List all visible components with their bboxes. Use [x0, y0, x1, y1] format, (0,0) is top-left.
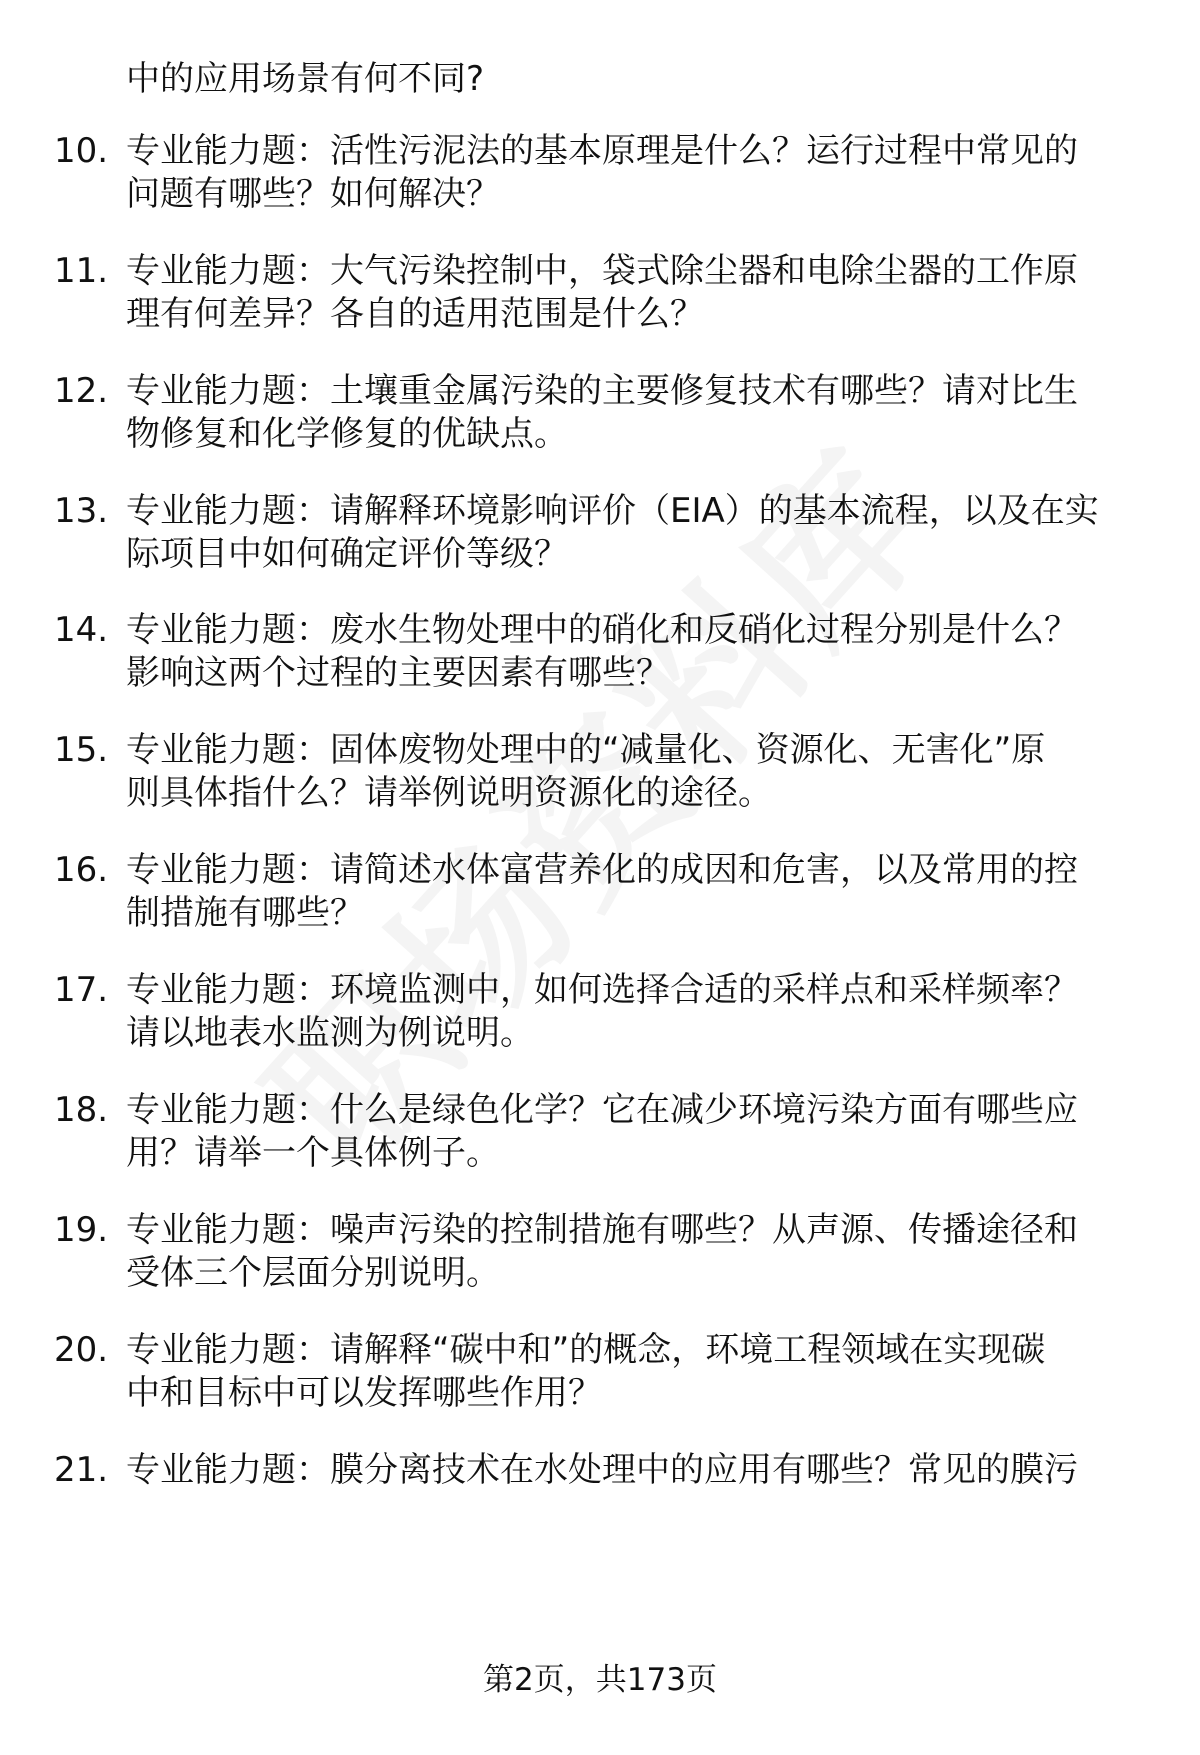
- question-number: 11.: [54, 251, 109, 291]
- question-text: 请以地表水监测为例说明。: [126, 1013, 534, 1053]
- question-text: 专业能力题：环境监测中，如何选择合适的采样点和采样频率？: [126, 970, 1078, 1010]
- question-text: 际项目中如何确定评价等级？: [126, 534, 568, 574]
- question-text: 专业能力题：请解释“碳中和”的概念，环境工程领域在实现碳: [126, 1330, 1046, 1370]
- question-text: 专业能力题：请解释环境影响评价（EIA）的基本流程，以及在实: [126, 491, 1099, 531]
- question-number: 18.: [54, 1090, 109, 1130]
- question-text: 专业能力题：请简述水体富营养化的成因和危害，以及常用的控: [126, 850, 1078, 890]
- question-text: 专业能力题：活性污泥法的基本原理是什么？运行过程中常见的: [126, 131, 1078, 171]
- question-text: 则具体指什么？请举例说明资源化的途径。: [126, 773, 772, 813]
- question-text: 专业能力题：噪声污染的控制措施有哪些？从声源、传播途径和: [126, 1210, 1078, 1250]
- page-footer: 第2页，共173页: [483, 1662, 717, 1698]
- question-text: 制措施有哪些？: [126, 893, 364, 933]
- question-text: 专业能力题：膜分离技术在水处理中的应用有哪些？常见的膜污: [126, 1450, 1078, 1490]
- question-number: 16.: [54, 850, 109, 890]
- question-text: 专业能力题：废水生物处理中的硝化和反硝化过程分别是什么？: [126, 610, 1078, 650]
- question-number: 12.: [54, 371, 109, 411]
- question-text: 受体三个层面分别说明。: [126, 1253, 500, 1293]
- question-text: 专业能力题：土壤重金属污染的主要修复技术有哪些？请对比生: [126, 371, 1078, 411]
- question-number: 20.: [54, 1330, 109, 1370]
- question-number: 21.: [54, 1450, 109, 1490]
- question-text: 物修复和化学修复的优缺点。: [126, 414, 568, 454]
- question-number: 17.: [54, 970, 109, 1010]
- question-text: 专业能力题：固体废物处理中的“减量化、资源化、无害化”原: [126, 730, 1046, 770]
- question-text: 理有何差异？各自的适用范围是什么？: [126, 294, 704, 334]
- question-number: 14.: [54, 610, 109, 650]
- question-text: 中的应用场景有何不同?: [126, 59, 485, 99]
- question-text: 专业能力题：什么是绿色化学？它在减少环境污染方面有哪些应: [126, 1090, 1078, 1130]
- question-text: 中和目标中可以发挥哪些作用？: [126, 1373, 602, 1413]
- question-number: 13.: [54, 491, 109, 531]
- question-number: 10.: [54, 131, 109, 171]
- question-number: 19.: [54, 1210, 109, 1250]
- question-text: 用？请举一个具体例子。: [126, 1133, 500, 1173]
- question-text: 影响这两个过程的主要因素有哪些？: [126, 653, 670, 693]
- question-text: 专业能力题：大气污染控制中，袋式除尘器和电除尘器的工作原: [126, 251, 1078, 291]
- question-text: 问题有哪些？如何解决？: [126, 174, 500, 214]
- question-number: 15.: [54, 730, 109, 770]
